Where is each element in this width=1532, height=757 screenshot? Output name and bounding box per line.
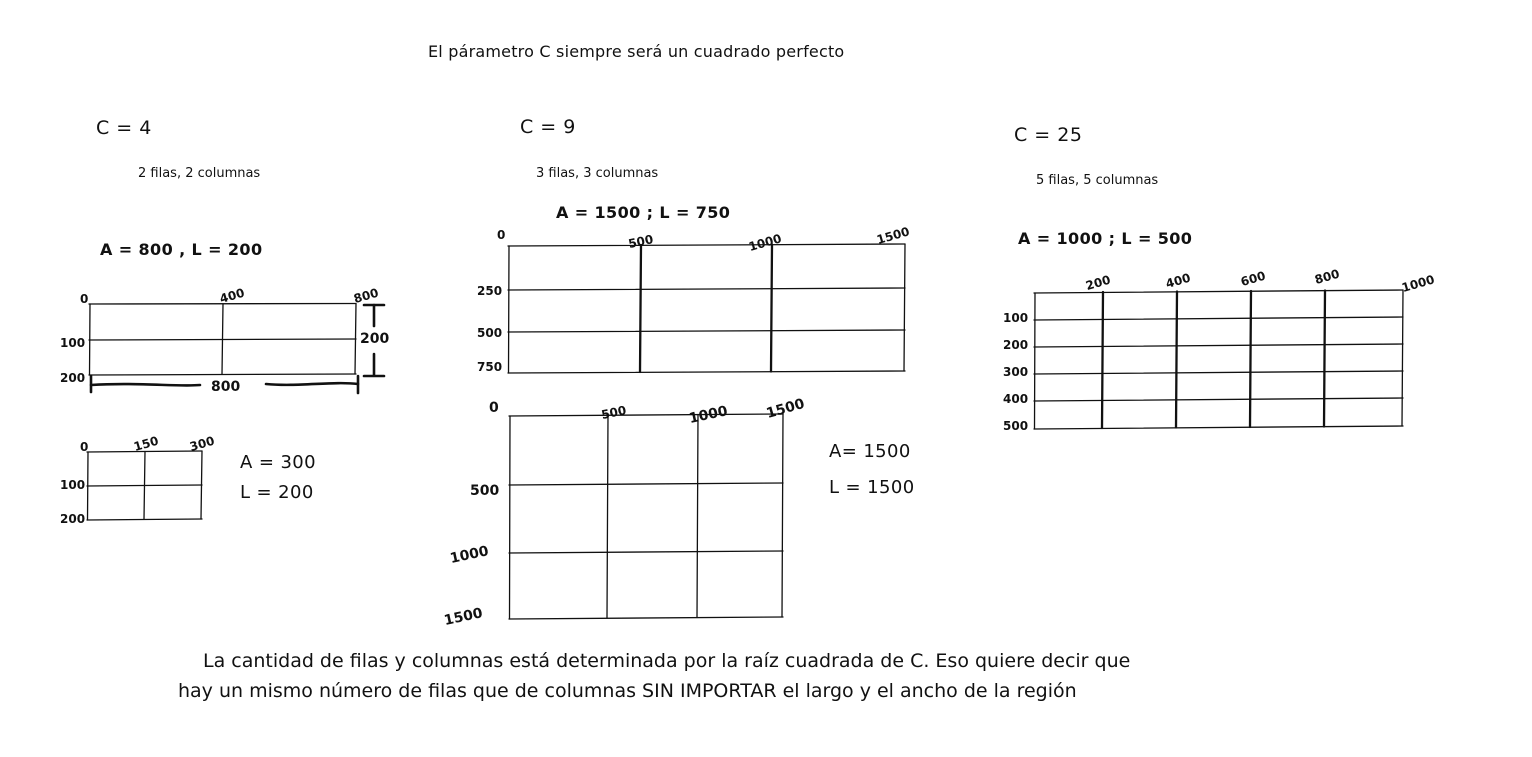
tick-c4-2-x2: 300: [188, 433, 217, 454]
tick-c9-1-y3: 750: [477, 360, 503, 374]
case-label-c4: C = 4: [96, 117, 152, 139]
case-label-c25: C = 25: [1014, 124, 1083, 146]
dims-c25-grid1: A = 1000 ; L = 500: [1018, 229, 1193, 248]
case-sub-c9: 3 filas, 3 columnas: [536, 166, 659, 181]
dims-c9-grid1: A = 1500 ; L = 750: [556, 203, 731, 222]
side-text-c4-2-a: A = 300: [240, 452, 316, 473]
tick-c9-2-x3: 1500: [764, 395, 807, 422]
tick-c25-y5: 500: [1003, 419, 1029, 433]
caption-line-1: La cantidad de filas y columnas está determinada por la raíz cuadrada de C. Eso quiere decir que: [203, 650, 1131, 672]
tick-c4-1-y1: 100: [60, 336, 86, 350]
tick-c25-x3: 600: [1239, 268, 1268, 289]
tick-c25-x1: 200: [1084, 272, 1113, 293]
tick-c9-2-x0: 0: [489, 400, 499, 416]
tick-c4-2-x0: 0: [80, 440, 89, 454]
page-title: El párametro C siempre será un cuadrado perfecto: [428, 42, 845, 61]
tick-c9-2-x1: 500: [600, 403, 628, 422]
tick-c9-1-x2: 1000: [747, 231, 784, 254]
side-text-c9-2-a: A= 1500: [829, 441, 911, 462]
tick-c4-1-y2: 200: [60, 371, 86, 385]
width-label-c4-1: 800: [211, 379, 241, 395]
tick-c4-2-x1: 150: [132, 433, 161, 454]
tick-c25-x4: 800: [1313, 266, 1342, 287]
height-label-c4-1: 200: [360, 331, 390, 347]
case-label-c9: C = 9: [520, 116, 576, 138]
grid-c25-1: [1033, 289, 1405, 432]
tick-c25-y1: 100: [1003, 311, 1029, 325]
dims-c4-grid1: A = 800 , L = 200: [100, 240, 263, 259]
case-sub-c25: 5 filas, 5 columnas: [1036, 173, 1159, 188]
tick-c4-1-x0: 0: [80, 292, 89, 306]
tick-c25-y3: 300: [1003, 365, 1029, 379]
tick-c9-1-y2: 500: [477, 326, 503, 340]
tick-c4-2-y1: 100: [60, 478, 86, 492]
tick-c25-y2: 200: [1003, 338, 1029, 352]
tick-c9-1-y1: 250: [477, 284, 503, 298]
tick-c4-1-x1: 400: [218, 285, 247, 306]
tick-c9-1-x3: 1500: [875, 224, 912, 247]
tick-c9-2-y3: 1500: [442, 605, 485, 629]
caption-line-2: hay un mismo número de filas que de columnas SIN IMPORTAR el largo y el ancho de la región: [178, 680, 1077, 702]
tick-c25-x2: 400: [1164, 270, 1193, 291]
tick-c4-1-x2: 800: [352, 285, 381, 306]
tick-c9-2-x2: 1000: [687, 403, 730, 427]
grid-c9-2: [508, 413, 785, 621]
tick-c9-1-x0: 0: [497, 228, 506, 242]
grid-c9-1: [507, 243, 907, 375]
grid-c4-2: [86, 450, 204, 525]
tick-c9-1-x1: 500: [627, 232, 655, 251]
side-text-c4-2-l: L = 200: [240, 482, 314, 503]
side-text-c9-2-l: L = 1500: [829, 477, 915, 498]
tick-c4-2-y2: 200: [60, 512, 86, 526]
tick-c9-2-y2: 1000: [448, 543, 491, 567]
tick-c25-y4: 400: [1003, 392, 1029, 406]
case-sub-c4: 2 filas, 2 columnas: [138, 166, 261, 181]
tick-c25-x5: 1000: [1400, 272, 1437, 295]
tick-c9-2-y1: 500: [470, 483, 500, 499]
